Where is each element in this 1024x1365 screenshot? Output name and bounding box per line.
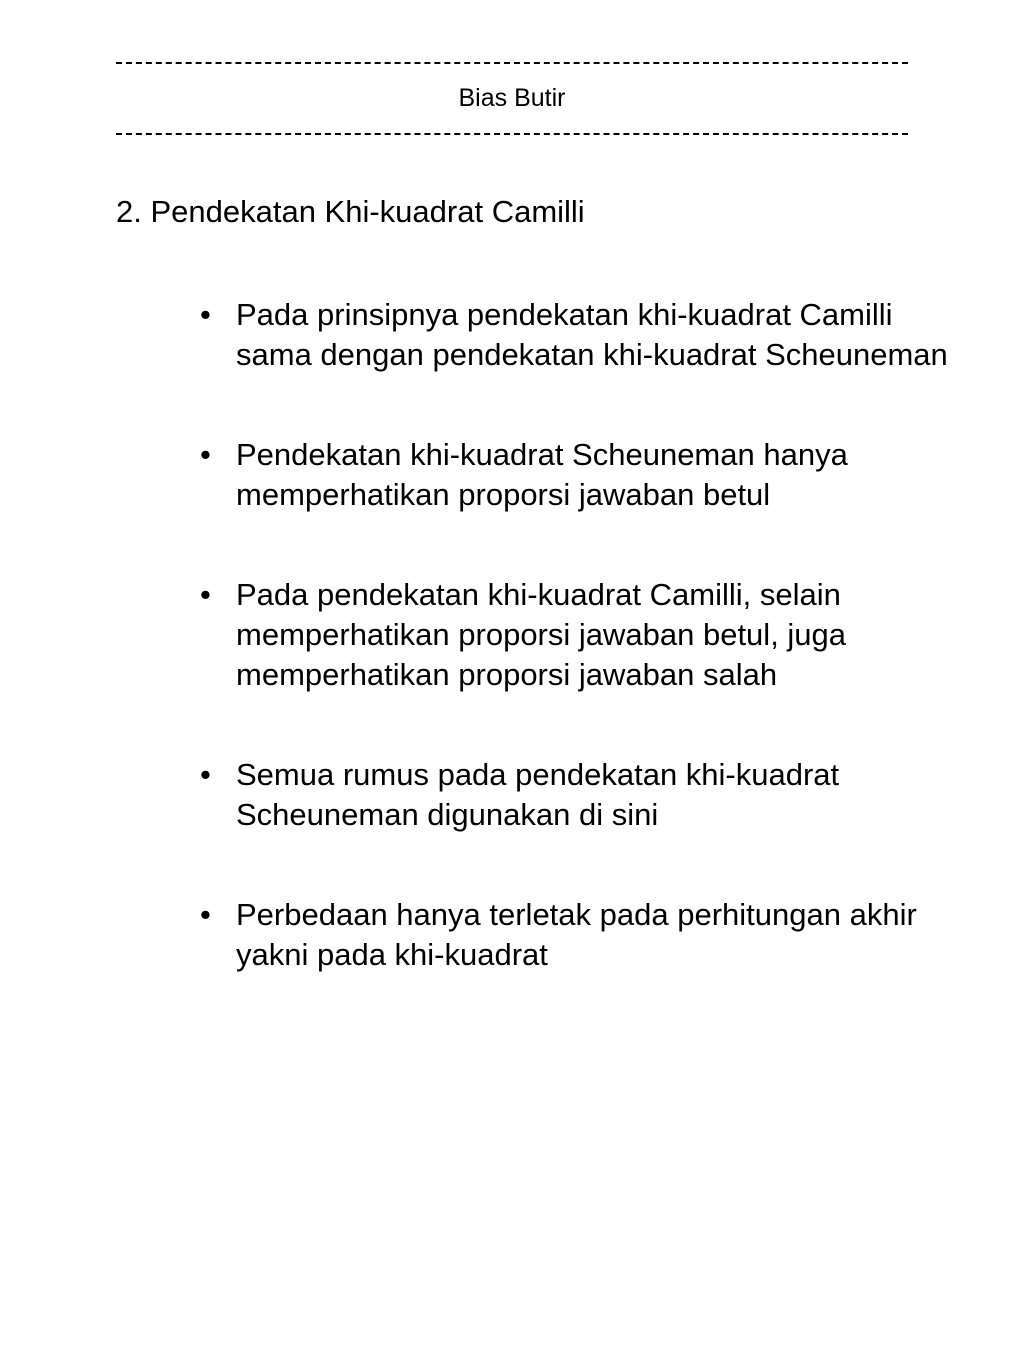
section-title: 2. Pendekatan Khi-kuadrat Camilli <box>116 194 585 229</box>
bullet-marker: • <box>200 437 211 472</box>
bullet-marker: • <box>200 897 211 932</box>
list-item <box>200 575 970 695</box>
bullet-marker: • <box>200 577 211 612</box>
header-top-divider <box>116 62 908 64</box>
list-item-text: Pendekatan khi-kuadrat Scheuneman hanya memperhatikan proporsi jawaban betul <box>236 437 848 512</box>
list-item-text: Pada prinsipnya pendekatan khi-kuadrat Camilli sama dengan pendekatan khi-kuadrat Scheuneman <box>236 297 948 372</box>
list-item-text: Semua rumus pada pendekatan khi-kuadrat Scheuneman digunakan di sini <box>236 757 840 832</box>
bullet-marker: • <box>200 757 211 792</box>
header-bottom-divider <box>116 133 908 135</box>
list-item-text: Pada pendekatan khi-kuadrat Camilli, selain memperhatikan proporsi jawaban betul, juga memperhatikan proporsi jawaban salah <box>236 577 847 692</box>
bullet-marker: • <box>200 297 211 332</box>
bullet-list <box>200 295 970 1035</box>
header-title: Bias Butir <box>458 84 566 112</box>
list-item <box>200 755 970 835</box>
list-item <box>200 295 970 375</box>
list-item <box>200 895 970 975</box>
list-item <box>200 435 970 515</box>
list-item-text: Perbedaan hanya terletak pada perhitungan akhir yakni pada khi-kuadrat <box>236 897 917 972</box>
